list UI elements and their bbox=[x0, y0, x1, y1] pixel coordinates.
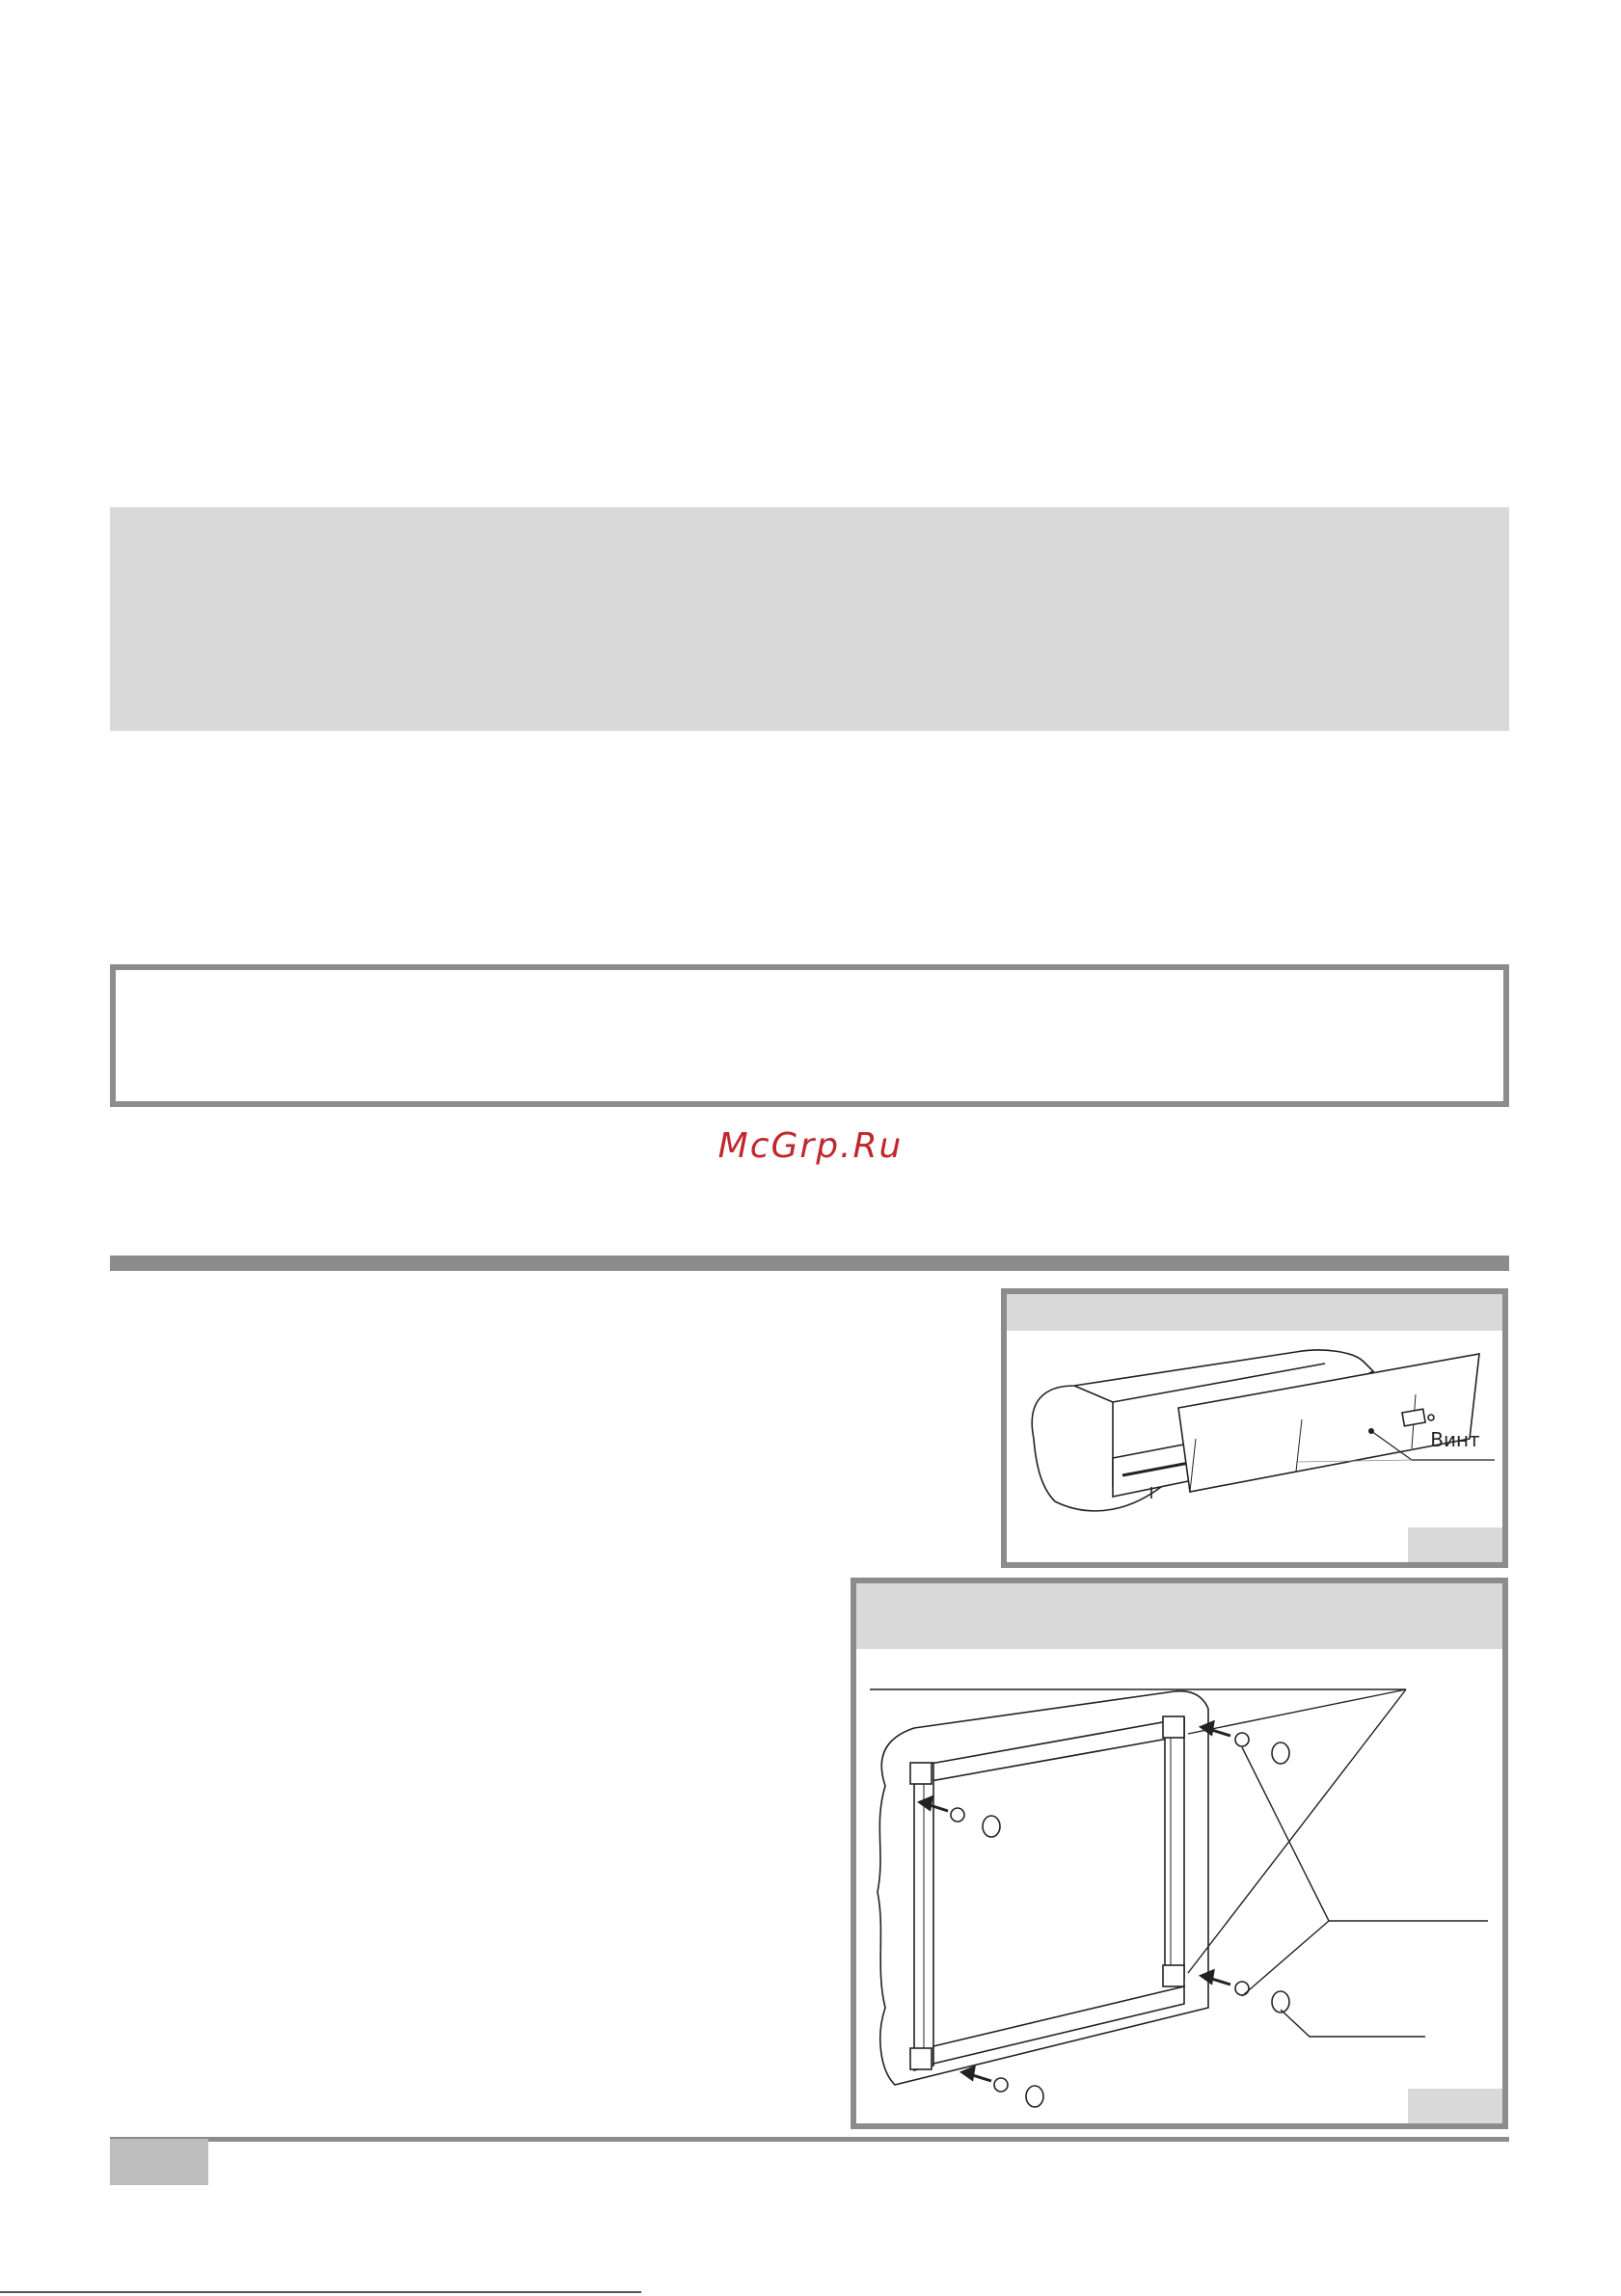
footer-divider bbox=[110, 2137, 1509, 2142]
figure-frame-bolts bbox=[851, 1578, 1508, 2129]
frame-assembly-illustration bbox=[856, 1583, 1502, 2123]
figure-number-tab bbox=[1408, 1527, 1502, 1562]
page-number-tab bbox=[110, 2139, 208, 2185]
unit-panel-illustration bbox=[1007, 1294, 1502, 1562]
framed-note-box bbox=[110, 964, 1509, 1107]
bottom-edge-line bbox=[0, 2291, 641, 2293]
section-divider bbox=[110, 1256, 1509, 1271]
figure-number-tab bbox=[1408, 2089, 1502, 2123]
watermark-text: McGrp.Ru bbox=[717, 1126, 904, 1166]
figure-screw-panel bbox=[1001, 1288, 1508, 1568]
grey-info-panel bbox=[110, 507, 1509, 731]
screw-callout-label: Винт bbox=[1430, 1428, 1480, 1451]
